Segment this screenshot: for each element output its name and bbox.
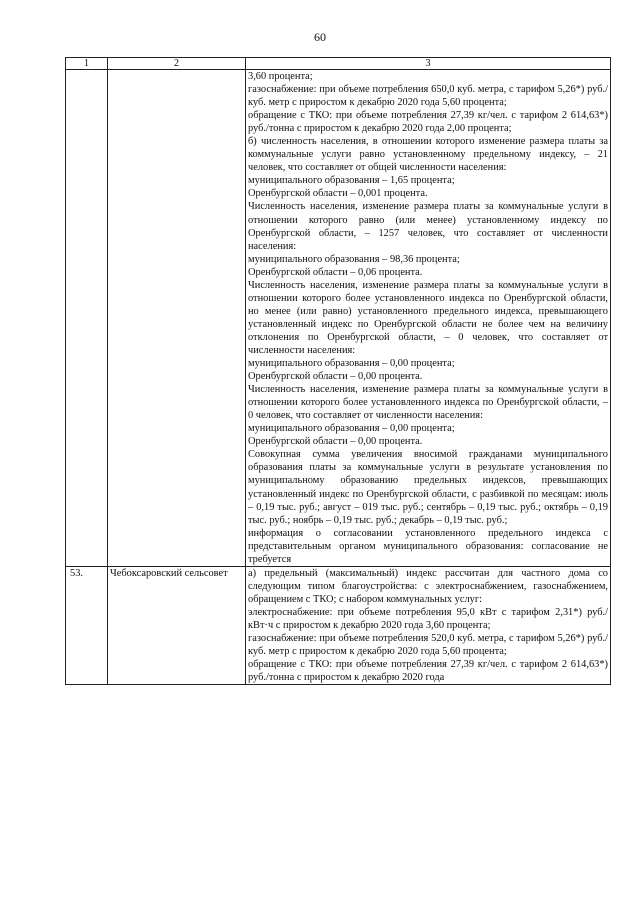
municipality-name-cell: Чебоксаровский сельсовет: [108, 566, 246, 684]
description-line: газоснабжение: при объеме потребления 650,0 куб. метра, с тарифом 5,26*) руб./куб. метр с приростом к декабрю 2020 года 5,60 процента;: [248, 84, 608, 109]
description-line: а) предельный (максимальный) индекс рассчитан для частного дома со следующим типом благоустройства: с электроснабжением, газоснабжением, обращением с ТКО; с набором коммунальных услуг:: [248, 567, 608, 605]
description-line: муниципального образования – 0,00 процента;: [248, 358, 455, 370]
description-line: обращение с ТКО: при объеме потребления 27,39 кг/чел. с тарифом 2 614,63*) руб./тонна с приростом к декабрю 2020 года: [248, 659, 608, 684]
description-line: б) численность населения, в отношении которого изменение размера платы за коммунальные услуги равно установленному предельному индексу, – 21 человек, что составляет от общей численности населения:: [248, 136, 608, 174]
municipal-index-table: [65, 57, 611, 685]
description-line: муниципального образования – 98,36 процента;: [248, 253, 460, 265]
description-line: Оренбургской области – 0,00 процента.: [248, 436, 423, 448]
description-line: электроснабжение: при объеме потребления 95,0 кВт с тарифом 2,31*) руб./кВт·ч с приростом к декабрю 2020 года 3,60 процента;: [248, 606, 608, 631]
description-line: информация о согласовании установленного предельного индекса с представительным органом муниципального образования: согласование не требуется: [248, 527, 608, 565]
description-line: обращение с ТКО: при объеме потребления 27,39 кг/чел. с тарифом 2 614,63*) руб./тонна с приростом к декабрю 2020 года 2,00 процента;: [248, 110, 608, 135]
table-row-53: [66, 566, 611, 684]
description-line: Численность населения, изменение размера платы за коммунальные услуги в отношении которого более установленного индекса по Оренбургской области, – 0 человек, что составляет от численности населения:: [248, 384, 608, 422]
index-description-cell: [246, 566, 611, 684]
description-line: 3,60 процента;: [248, 71, 313, 82]
row-number-cell: 53.: [66, 566, 108, 684]
description-line: Оренбургской области – 0,00 процента.: [248, 371, 423, 383]
description-line: муниципального образования – 0,00 процента;: [248, 423, 455, 435]
table-row-continued: [66, 70, 611, 567]
description-line: Оренбургской области – 0,06 процента.: [248, 266, 423, 278]
description-line: муниципального образования – 1,65 процента;: [248, 175, 455, 187]
index-description-cell: [246, 70, 611, 567]
description-line: Совокупная сумма увеличения вносимой гражданами муниципального образования платы за коммунальные услуги в результате установления по муниципальному образованию предельных индексов, превышающих установленный индекс по Оренбургской области, с разбивкой по месяцам: июль – 0,19 тыс. руб.; август – 019 тыс. руб.; сентябрь – 0,19 тыс. руб.; октябрь – 0,19 тыс. руб.; ноябрь – 0,19 тыс. руб.; декабрь – 0,19 тыс. руб.;: [248, 449, 608, 526]
municipality-name-cell: [108, 70, 246, 567]
column-header-3: 3: [246, 58, 611, 70]
description-line: газоснабжение: при объеме потребления 520,0 куб. метра, с тарифом 5,26*) руб./куб. метр с приростом к декабрю 2020 года 5,60 процента;: [248, 633, 608, 658]
page-number: 60: [314, 30, 326, 44]
description-line: Оренбургской области – 0,001 процента.: [248, 188, 428, 200]
description-line: Численность населения, изменение размера платы за коммунальные услуги в отношении которого более установленного индекса по Оренбургской области, но менее (или равно) установленного предельного индекса, превышающего установленный индекс по Оренбургской области не более чем на величину отклонения по Оренбургской области, – 0 человек, что составляет от численности населения:: [248, 279, 608, 356]
description-line: Численность населения, изменение размера платы за коммунальные услуги в отношении которого равно (или менее) установленному индексу по Оренбургской области, – 1257 человек, что составляет от численности населения:: [248, 201, 608, 252]
column-header-1: 1: [66, 58, 108, 70]
column-header-2: 2: [108, 58, 246, 70]
table-header-row: [66, 58, 611, 70]
row-number-cell: [66, 70, 108, 567]
